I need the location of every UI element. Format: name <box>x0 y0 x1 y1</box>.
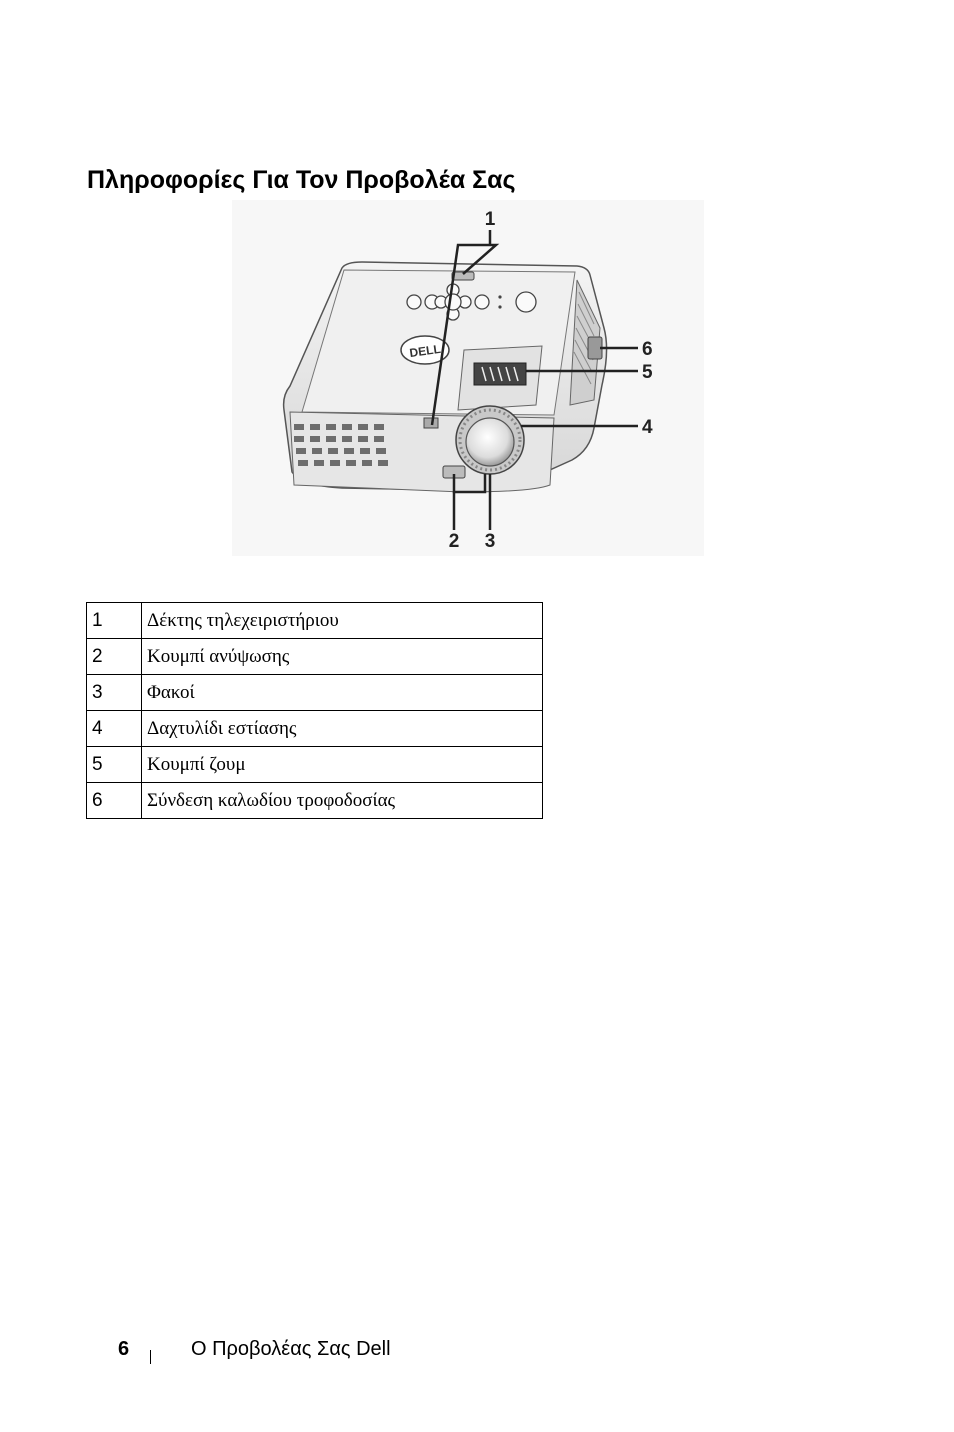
callout-3: 3 <box>484 531 496 552</box>
table-row <box>87 783 543 819</box>
indicator-led <box>498 305 501 308</box>
chapter-title: Ο Προβολέας Σας Dell <box>191 1338 391 1360</box>
page-footer <box>0 1338 954 1368</box>
part-number: 1 <box>87 603 142 639</box>
dell-logo-text: DELL <box>408 341 442 361</box>
table-row <box>87 675 543 711</box>
table-row <box>87 639 543 675</box>
part-description: Δέκτης τηλεχειριστήριου <box>142 603 543 639</box>
part-number: 3 <box>87 675 142 711</box>
projector-figure <box>232 200 704 556</box>
part-number: 2 <box>87 639 142 675</box>
part-description: Κουμπί ζουμ <box>142 747 543 783</box>
callout-1: 1 <box>484 209 496 230</box>
page-number: 6 <box>118 1338 130 1360</box>
part-description: Δαχτυλίδι εστίασης <box>142 711 543 747</box>
parts-legend-table <box>86 602 543 819</box>
indicator-led <box>498 295 501 298</box>
part-description: Φακοί <box>142 675 543 711</box>
footer-separator <box>150 1350 151 1364</box>
front-ir-receiver <box>424 418 438 428</box>
part-description: Σύνδεση καλωδίου τροφοδοσίας <box>142 783 543 819</box>
part-description: Κουμπί ανύψωσης <box>142 639 543 675</box>
callout-4: 4 <box>642 417 653 438</box>
section-title: Πληροφορίες Για Τον Προβολέα Σας <box>87 166 516 194</box>
callout-2: 2 <box>448 531 460 552</box>
lens <box>466 418 514 466</box>
part-number: 6 <box>87 783 142 819</box>
part-number: 4 <box>87 711 142 747</box>
part-number: 5 <box>87 747 142 783</box>
projector-illustration <box>232 200 704 556</box>
table-row <box>87 747 543 783</box>
callout-6: 6 <box>642 339 653 360</box>
table-row <box>87 711 543 747</box>
power-connector <box>588 337 602 359</box>
table-row <box>87 603 543 639</box>
callout-5: 5 <box>642 362 653 383</box>
